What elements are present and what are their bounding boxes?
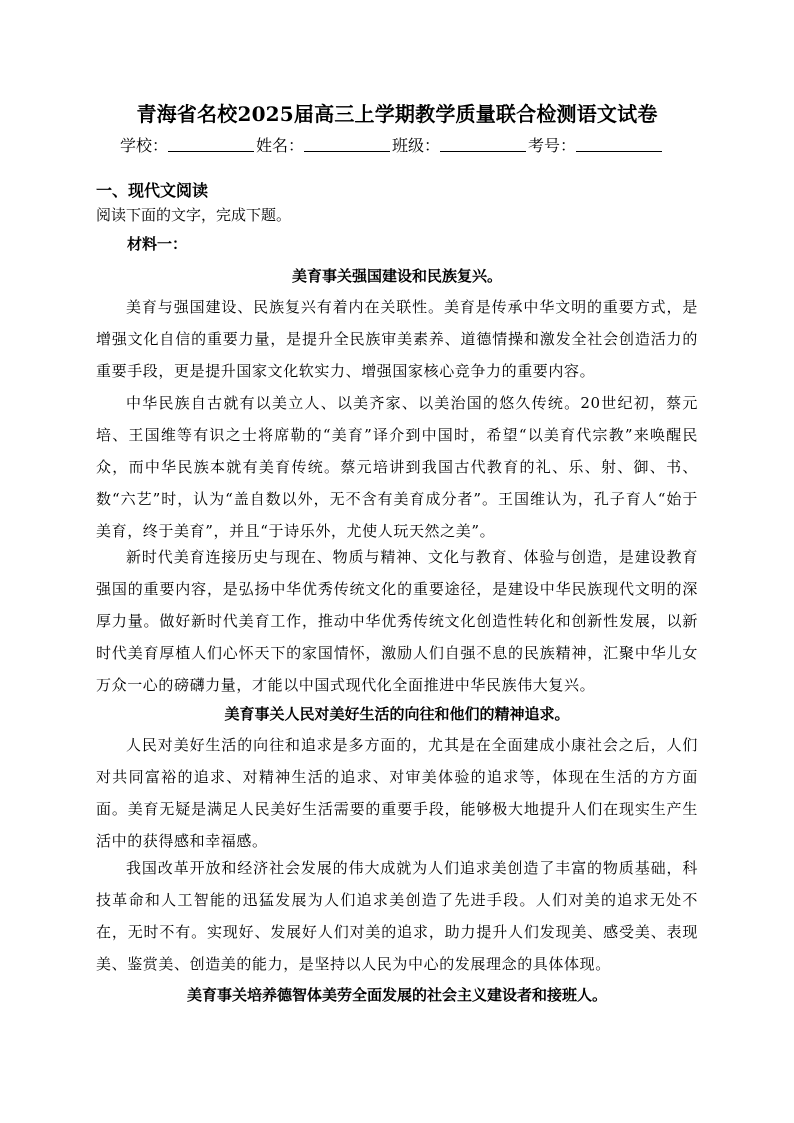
subheading-1: 美育事关强国建设和民族复兴。 xyxy=(291,267,502,285)
paragraph-3: 新时代美育连接历史与现在、物质与精神、文化与教育、体验与创造，是建设教育强国的重要内容，是弘扬中华优秀传统文化的重要途径，是建设中华民族现代文明的深厚力量。做好新时代美育工作，推动中华优秀传统文化创造性转化和创新性发展，以新时代美育厚植人们心怀天下的家国情怀，激励人们自强不息的民族精神，汇聚中华儿女万众一心的磅礴力量，才能以中国式现代化全面推进中华民族伟大复兴。 xyxy=(96,548,698,694)
class-blank[interactable] xyxy=(440,133,526,152)
subheading-2: 美育事关人民对美好生活的向往和他们的精神追求。 xyxy=(224,705,570,723)
paragraph-5: 我国改革开放和经济社会发展的伟大成就为人们追求美创造了丰富的物质基础，科技革命和人工智能的迅猛发展为人们追求美创造了先进手段。人们对美的追求无处不在，无时不有。实现好、发展好人们对美的追求，助力提升人们发现美、感受美、表现美、鉴赏美、创造美的能力，是坚持以人民为中心的发展理念的具体体现。 xyxy=(96,859,698,973)
exam-id-label: 考号： xyxy=(528,136,577,155)
exam-id-blank[interactable] xyxy=(576,133,662,152)
exam-title: 青海省名校2025届高三上学期教学质量联合检测语文试卷 xyxy=(136,102,658,126)
school-label: 学校： xyxy=(120,136,169,155)
section-heading: 一、现代文阅读 xyxy=(96,181,209,200)
instruction-text: 阅读下面的文字，完成下题。 xyxy=(96,206,292,224)
name-blank[interactable] xyxy=(304,133,390,152)
student-info-row xyxy=(120,133,680,159)
paragraph-1: 美育与强国建设、民族复兴有着内在关联性。美育是传承中华文明的重要方式，是增强文化自信的重要力量，是提升全民族审美素养、道德情操和激发全社会创造活力的重要手段，更是提升国家文化软实力、增强国家核心竞争力的重要内容。 xyxy=(96,298,698,380)
school-blank[interactable] xyxy=(168,133,254,152)
paragraph-4: 人民对美好生活的向往和追求是多方面的，尤其是在全面建成小康社会之后，人们对共同富裕的追求、对精神生活的追求、对审美体验的追求等，体现在生活的方方面面。美育无疑是满足人民美好生活需要的重要手段，能够极大地提升人们在现实生产生活中的获得感和幸福感。 xyxy=(96,736,698,850)
paragraph-2: 中华民族自古就有以美立人、以美齐家、以美治国的悠久传统。20世纪初，蔡元培、王国维等有识之士将席勒的“美育”译介到中国时，希望“以美育代宗教”来唤醒民众，而中华民族本就有美育传统。蔡元培讲到我国古代教育的礼、乐、射、御、书、数“六艺”时，认为“盖自数以外，无不含有美育成分者”。王国维认为，孔子育人“始于美育，终于美育”，并且“于诗乐外，尤使人玩天然之美”。 xyxy=(96,394,698,540)
name-label: 姓名： xyxy=(256,136,305,155)
subheading-3: 美育事关培养德智体美劳全面发展的社会主义建设者和接班人。 xyxy=(186,986,607,1004)
material-label: 材料一： xyxy=(127,235,188,253)
class-label: 班级： xyxy=(392,136,441,155)
